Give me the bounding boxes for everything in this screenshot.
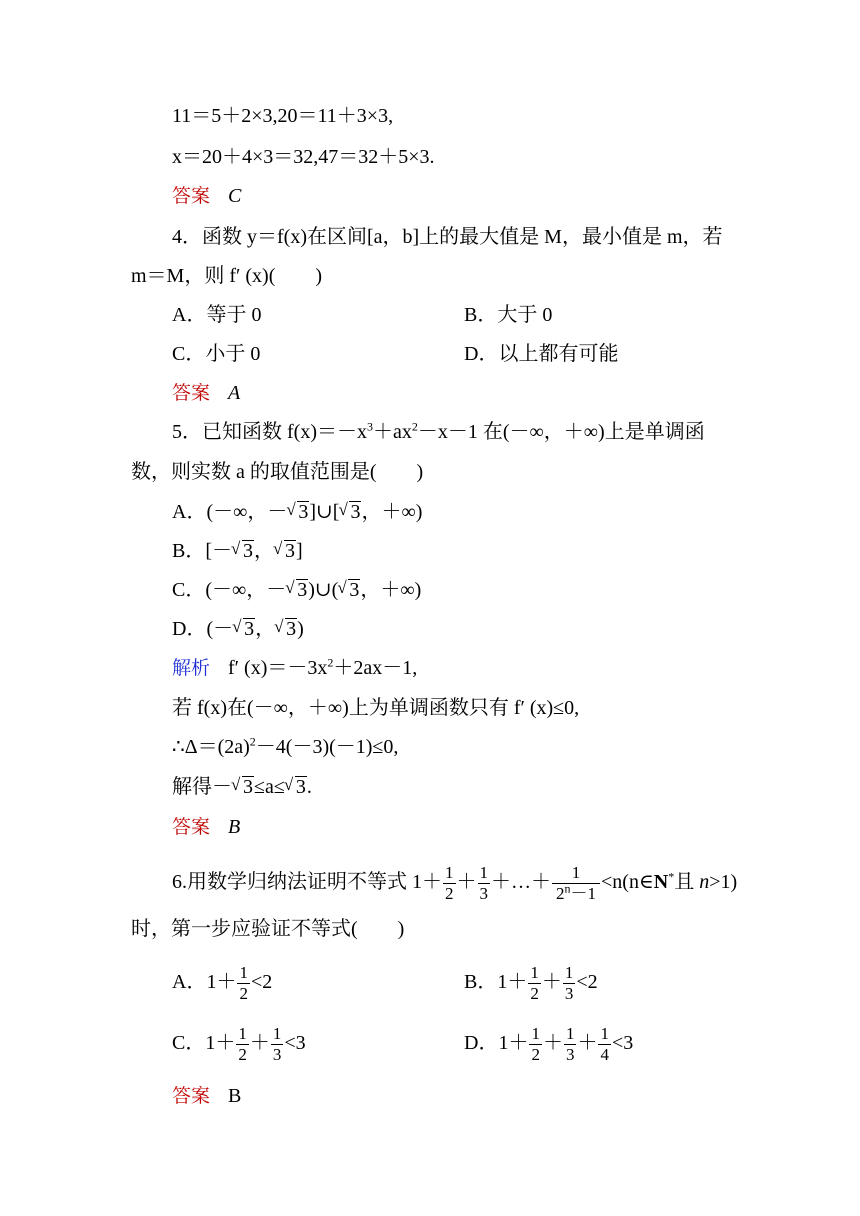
sqrt-3: √ 3 xyxy=(284,540,296,561)
answer-label: 答案 xyxy=(172,185,211,207)
option-b: B．1＋ $\frac{1}{2}$ ＋ $\frac{1}{3}$ <2 xyxy=(464,962,598,1003)
option-d: D．1＋ $\frac{1}{2}$ ＋ $\frac{1}{3}$ ＋ $\frac{1}{4}$ <3 xyxy=(464,1023,634,1064)
option-c: C．1＋ $\frac{1}{2}$ ＋ $\frac{1}{3}$ <3 xyxy=(172,1023,306,1064)
sqrt-3: √ 3 xyxy=(242,776,254,797)
sqrt-3: √ 3 xyxy=(242,540,254,561)
option-b: B．[－√ 3，√ 3] xyxy=(172,539,303,563)
option-d: D．(－√ 3，√ 3) xyxy=(172,617,304,641)
answer-line xyxy=(172,815,240,839)
fraction: $\frac{1}{2}$ xyxy=(530,962,539,1003)
fraction: $\frac{1}{4}$ xyxy=(600,1023,609,1064)
sqrt-3: √ 3 xyxy=(285,618,297,639)
question-6-text: 6.用数学归纳法证明不等式 1＋ $\frac{1}{2}$ ＋ $\frac{1}{3}$ ＋…＋ $\frac{1}{2^n-1}$ <n(n∈N*且 n>1) xyxy=(172,862,738,903)
text-line: x＝20＋4×3＝32,47＝32＋5×3. xyxy=(172,146,435,168)
option-a: A．1＋ $\frac{1}{2}$ <2 xyxy=(172,962,273,1003)
sqrt-3: √ 3 xyxy=(296,579,308,600)
text-line: 11＝5＋2×3,20＝11＋3×3, xyxy=(172,105,394,127)
question-5-text: 数，则实数 a 的取值范围是( ) xyxy=(131,461,424,483)
option-d: D．以上都有可能 xyxy=(464,343,619,365)
fraction: $\frac{1}{3}$ xyxy=(272,1023,282,1064)
answer-value: B xyxy=(228,816,241,838)
fraction: $\frac{1}{2}$ xyxy=(238,1023,247,1064)
option-a: A．(－∞，－√ 3]∪[√ 3，＋∞) xyxy=(172,500,422,524)
option-c: C．(－∞，－√ 3)∪(√ 3，＋∞) xyxy=(172,578,421,602)
answer-label: 答案 xyxy=(172,816,211,838)
option-a: A．等于 0 xyxy=(172,304,262,326)
sqrt-3: √ 3 xyxy=(349,501,361,522)
question-6-text: 时，第一步应验证不等式( ) xyxy=(131,918,405,940)
answer-label: 答案 xyxy=(172,382,211,404)
fraction: $\frac{1}{2}$ xyxy=(239,962,248,1003)
answer-line xyxy=(172,1084,241,1108)
answer-value: B xyxy=(228,1085,242,1107)
question-4-text: 4．函数 y＝f(x)在区间[a，b]上的最大值是 M，最小值是 m，若 xyxy=(172,226,723,248)
solution-line: 解得－√ 3≤a≤√ 3. xyxy=(172,775,312,799)
answer-line xyxy=(172,184,241,208)
solution-line: 若 f(x)在(－∞，＋∞)上为单调函数只有 f′ (x)≤0, xyxy=(172,697,580,719)
fraction: $\frac{1}{2}$ xyxy=(531,1023,540,1064)
sqrt-3: √ 3 xyxy=(295,776,307,797)
analysis-label: 解析 xyxy=(172,657,211,679)
fraction: $\frac{1}{3}$ xyxy=(564,962,574,1003)
fraction: $\frac{1}{2^n-1}$ xyxy=(552,863,600,904)
answer-value: C xyxy=(228,185,242,207)
answer-value: A xyxy=(228,382,241,404)
sqrt-3: √ 3 xyxy=(348,579,360,600)
fraction: $\frac{1}{3}$ xyxy=(479,862,488,903)
option-b: B．大于 0 xyxy=(464,304,553,326)
option-c: C．小于 0 xyxy=(172,343,261,365)
sqrt-3: √ 3 xyxy=(297,501,309,522)
fraction: $\frac{1}{2}$ xyxy=(445,862,454,903)
fraction: $\frac{1}{3}$ xyxy=(565,1023,575,1064)
question-4-text: m＝M，则 f′ (x)( ) xyxy=(131,265,323,287)
answer-line xyxy=(172,381,240,405)
analysis-line: 解析 f′ $(x)=-3x^2+2ax-1$, xyxy=(172,655,418,679)
question-5-text: 5．已知函数 $f(x)=-x^3+ax^2-x-1$ 在(－∞，＋∞)上是单调函 xyxy=(172,419,705,443)
answer-label: 答案 xyxy=(172,1085,211,1107)
sqrt-3: √ 3 xyxy=(243,618,255,639)
solution-line: $\therefore\Delta=(2a)^2-4(-3)(-1)\le 0$, xyxy=(172,734,399,758)
